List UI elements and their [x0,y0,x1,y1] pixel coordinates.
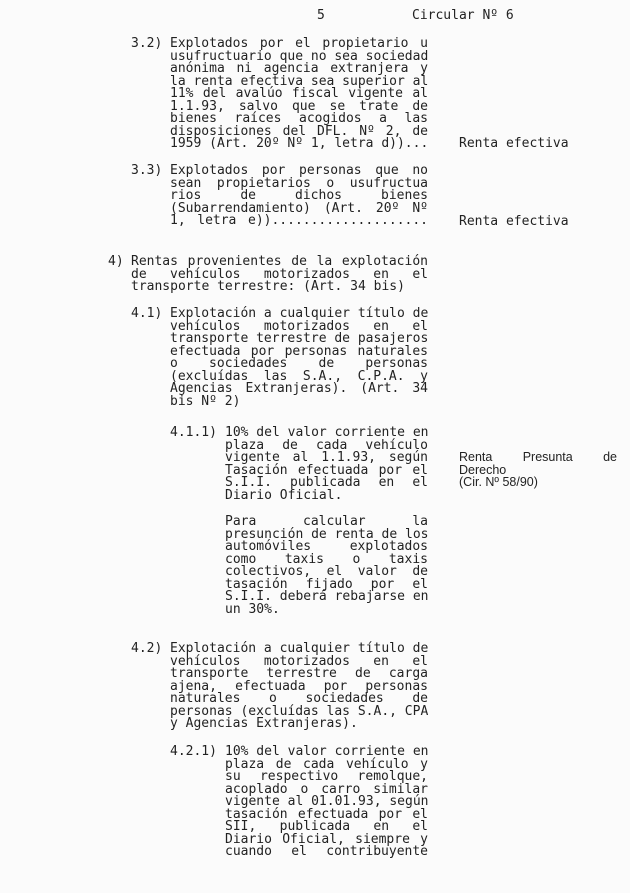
section-3-2-text [170,38,428,151]
text-line: la renta efectiva sea superior al [170,73,429,89]
text-line: de vehículos motorizados en el [131,266,428,282]
section-4-1-text [170,308,428,408]
section-4-1-number: 4.1) [131,306,163,321]
text-line: presunción de renta de los [225,526,429,542]
text-line: naturales o sociedades de [170,691,428,706]
text-line: sean propietarios o usufructua [170,175,428,191]
text-line: efectuada por personas naturales [170,343,428,359]
text-line: (Cir. Nº 58/90) [459,475,538,489]
section-3-3-right-label: Renta efectiva [459,214,569,229]
text-line: anónima ni agencia extranjera y [170,61,428,76]
section-4-2-1-number: 4.2.1) [170,744,217,759]
text-line: 10% del valor corriente en [225,744,429,759]
section-3-2-number: 3.2) [131,36,163,51]
section-4-2-text [170,643,428,731]
text-line: Renta Presunta de [459,450,617,464]
section-3-3-text [170,165,428,228]
text-line: 1959 (Art. 20º Nº 1, letra d))... [170,136,429,151]
text-line: (excluídas las S.A., C.P.A. y [170,368,428,384]
text-line: transporte terrestre: (Art. 34 bis) [131,279,405,294]
text-line: un 30%. [225,601,280,617]
text-line: vehículos motorizados en el [170,318,428,334]
text-line: personas (excluídas las S.A., CPA [170,703,429,719]
text-line: 1.1.93, salvo que se trate de [170,98,428,114]
section-4-2-1-text [225,746,428,859]
text-line: Explotados por el propietario u [170,36,428,51]
text-line: bis Nº 2) [170,393,241,409]
text-line: Diario Oficial. [225,487,343,503]
text-line: cuando el contribuyente [225,844,428,859]
text-line: Para calcular la [225,514,428,529]
section-4-text [131,256,428,294]
text-line: S.I.I. publicada en el [225,475,428,490]
text-line: tasación fijado por el [225,576,428,592]
text-line: SII, publicada en el [225,819,428,834]
text-line: transporte terrestre de pasajeros [170,331,429,346]
text-line: Tasación efectuada por el [225,462,428,478]
section-3-2-right-label: Renta efectiva [459,136,569,151]
text-line: rios de dichos bienes [170,188,428,203]
text-line: (Subarrendamiento) (Art. 20º Nº [170,200,428,216]
text-line: plaza de cada vehículo [225,437,428,453]
text-line: Rentas provenientes de la explotación [131,254,428,269]
text-line: Derecho [459,462,507,477]
text-line: 11% del avalúo fiscal vigente al [170,86,428,101]
text-line: bienes raíces acogidos a las [170,111,428,126]
text-line: disposiciones del DFL. Nº 2, de [170,123,428,139]
text-line: su respectivo remolque, [225,769,428,784]
section-4-1-1-number: 4.1.1) [170,425,217,440]
text-line: transporte terrestre de carga [170,666,428,681]
section-4-2-number: 4.2) [131,641,163,656]
section-3-3-number: 3.3) [131,163,163,178]
circular-label: Circular Nº 6 [412,8,514,23]
section-4-1-1-text [225,427,428,502]
section-4-number: 4) [108,254,124,269]
text-line: vehículos motorizados en el [170,653,428,669]
text-line: automóviles explotados [225,539,428,554]
text-line: plaza de cada vehículo y [225,756,428,772]
text-line: vigente al 01.01.93, según [225,794,429,809]
text-line: ajena, efectuada por personas [170,678,428,694]
text-line: como taxis o taxis [225,551,428,567]
page-number: 5 [317,8,325,23]
text-line: Explotación a cualquier título de [170,306,429,321]
text-line: 10% del valor corriente en [225,425,429,440]
section-4-1-1-paragraph [225,516,428,616]
text-line: S.I.I. deberá rebajarse en [225,589,429,604]
text-line: colectivos, el valor de [225,564,428,579]
text-line: Explotados por personas que no [170,163,428,178]
text-line: Agencias Extranjeras). (Art. 34 [170,381,428,396]
text-line: acoplado o carro similar [225,781,428,797]
text-line: usufructuario que no sea sociedad [170,48,429,64]
text-line: y Agencias Extranjeras). [170,716,358,731]
text-line: Diario Oficial, siempre y [225,831,428,847]
text-line: tasación efectuada por el [225,806,428,822]
section-4-1-1-right-label [459,451,617,489]
text-line: Explotación a cualquier título de [170,641,429,656]
text-line: o sociedades de personas [170,356,428,371]
text-line: 1, letra e)).................... [170,213,428,228]
text-line: vigente al 1.1.93, según [225,450,428,465]
